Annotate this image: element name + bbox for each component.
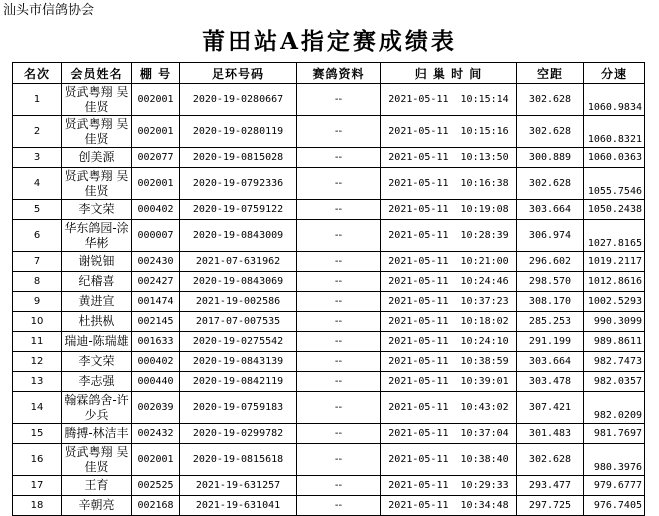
- pigeon-info-cell: --: [297, 352, 381, 372]
- rank-cell: 4: [13, 168, 62, 200]
- speed-cell: 1002.5293: [584, 292, 645, 312]
- pigeon-info-cell: --: [297, 148, 381, 168]
- column-header-ring-number: 足环号码: [180, 63, 297, 84]
- speed-cell: 982.7473: [584, 352, 645, 372]
- ring-number-cell: 2020-19-0792336: [180, 168, 297, 200]
- pigeon-info-cell: --: [297, 272, 381, 292]
- distance-cell: 293.477: [517, 476, 584, 496]
- table-row: [13, 352, 645, 372]
- rank-cell: 3: [13, 148, 62, 168]
- speed-cell: 1050.2438: [584, 200, 645, 220]
- loft-number-cell: 002168: [132, 496, 180, 516]
- member-name-cell: 腾搏-林洁丰: [62, 424, 132, 444]
- rank-cell: 5: [13, 200, 62, 220]
- results-table: [12, 62, 645, 516]
- loft-number-cell: 002001: [132, 168, 180, 200]
- distance-cell: 300.889: [517, 148, 584, 168]
- distance-cell: 285.253: [517, 312, 584, 332]
- ring-number-cell: 2020-19-0299782: [180, 424, 297, 444]
- member-name-cell: 华东鸽园-涂华彬: [62, 220, 132, 252]
- speed-cell: 982.0357: [584, 372, 645, 392]
- speed-cell: 989.8611: [584, 332, 645, 352]
- member-name-cell: 贤武粤翔 吴佳贤: [62, 444, 132, 476]
- column-header-loft-number: 棚 号: [132, 63, 180, 84]
- table-row: [13, 424, 645, 444]
- column-header-speed: 分速: [584, 63, 645, 84]
- member-name-cell: 谢锐钿: [62, 252, 132, 272]
- table-row: [13, 444, 645, 476]
- table-row: [13, 496, 645, 516]
- loft-number-cell: 002145: [132, 312, 180, 332]
- table-row: [13, 392, 645, 424]
- arrival-time-cell: 2021-05-11 10:43:02: [381, 392, 517, 424]
- rank-cell: 12: [13, 352, 62, 372]
- loft-number-cell: 002077: [132, 148, 180, 168]
- arrival-time-cell: 2021-05-11 10:34:48: [381, 496, 517, 516]
- speed-cell: 982.0209: [584, 392, 645, 424]
- rank-cell: 16: [13, 444, 62, 476]
- arrival-time-cell: 2021-05-11 10:18:02: [381, 312, 517, 332]
- rank-cell: 15: [13, 424, 62, 444]
- ring-number-cell: 2020-19-0815618: [180, 444, 297, 476]
- ring-number-cell: 2020-19-0280667: [180, 84, 297, 116]
- table-row: [13, 312, 645, 332]
- loft-number-cell: 001633: [132, 332, 180, 352]
- table-row: [13, 332, 645, 352]
- column-header-distance: 空距: [517, 63, 584, 84]
- table-header-row: [13, 63, 645, 84]
- member-name-cell: 李文荣: [62, 352, 132, 372]
- ring-number-cell: 2021-07-631962: [180, 252, 297, 272]
- speed-cell: 981.7697: [584, 424, 645, 444]
- pigeon-info-cell: --: [297, 476, 381, 496]
- loft-number-cell: 002001: [132, 444, 180, 476]
- member-name-cell: 王育: [62, 476, 132, 496]
- ring-number-cell: 2020-19-0759183: [180, 392, 297, 424]
- pigeon-info-cell: --: [297, 252, 381, 272]
- arrival-time-cell: 2021-05-11 10:24:10: [381, 332, 517, 352]
- distance-cell: 291.199: [517, 332, 584, 352]
- loft-number-cell: 000007: [132, 220, 180, 252]
- table-row: [13, 220, 645, 252]
- table-row: [13, 476, 645, 496]
- pigeon-info-cell: --: [297, 220, 381, 252]
- speed-cell: 1055.7546: [584, 168, 645, 200]
- distance-cell: 303.664: [517, 352, 584, 372]
- loft-number-cell: 000440: [132, 372, 180, 392]
- loft-number-cell: 000402: [132, 200, 180, 220]
- ring-number-cell: 2021-19-002586: [180, 292, 297, 312]
- column-header-pigeon-info: 赛鸽资料: [297, 63, 381, 84]
- table-row: [13, 292, 645, 312]
- arrival-time-cell: 2021-05-11 10:21:00: [381, 252, 517, 272]
- table-row: [13, 252, 645, 272]
- arrival-time-cell: 2021-05-11 10:38:40: [381, 444, 517, 476]
- rank-cell: 11: [13, 332, 62, 352]
- pigeon-info-cell: --: [297, 312, 381, 332]
- member-name-cell: 贤武粤翔 吴佳贤: [62, 116, 132, 148]
- member-name-cell: 李志强: [62, 372, 132, 392]
- distance-cell: 302.628: [517, 116, 584, 148]
- rank-cell: 9: [13, 292, 62, 312]
- table-row: [13, 84, 645, 116]
- member-name-cell: 李文荣: [62, 200, 132, 220]
- ring-number-cell: 2020-19-0275542: [180, 332, 297, 352]
- speed-cell: 976.7405: [584, 496, 645, 516]
- arrival-time-cell: 2021-05-11 10:16:38: [381, 168, 517, 200]
- ring-number-cell: 2020-19-0843069: [180, 272, 297, 292]
- ring-number-cell: 2020-19-0280119: [180, 116, 297, 148]
- table-row: [13, 168, 645, 200]
- arrival-time-cell: 2021-05-11 10:38:59: [381, 352, 517, 372]
- loft-number-cell: 000402: [132, 352, 180, 372]
- rank-cell: 10: [13, 312, 62, 332]
- speed-cell: 1060.9834: [584, 84, 645, 116]
- column-header-rank: 名次: [13, 63, 62, 84]
- table-body: [13, 84, 645, 516]
- arrival-time-cell: 2021-05-11 10:28:39: [381, 220, 517, 252]
- member-name-cell: 纪稽喜: [62, 272, 132, 292]
- table-row: [13, 200, 645, 220]
- distance-cell: 297.725: [517, 496, 584, 516]
- table-row: [13, 372, 645, 392]
- ring-number-cell: 2021-19-631257: [180, 476, 297, 496]
- rank-cell: 1: [13, 84, 62, 116]
- rank-cell: 18: [13, 496, 62, 516]
- pigeon-info-cell: --: [297, 392, 381, 424]
- ring-number-cell: 2020-19-0842119: [180, 372, 297, 392]
- arrival-time-cell: 2021-05-11 10:37:23: [381, 292, 517, 312]
- loft-number-cell: 002427: [132, 272, 180, 292]
- distance-cell: 301.483: [517, 424, 584, 444]
- loft-number-cell: 002525: [132, 476, 180, 496]
- rank-cell: 2: [13, 116, 62, 148]
- ring-number-cell: 2017-07-007535: [180, 312, 297, 332]
- member-name-cell: 瑞迪-陈瑞雄: [62, 332, 132, 352]
- member-name-cell: 翰霖鸽舍-许少兵: [62, 392, 132, 424]
- distance-cell: 302.628: [517, 444, 584, 476]
- speed-cell: 1060.0363: [584, 148, 645, 168]
- pigeon-info-cell: --: [297, 116, 381, 148]
- pigeon-info-cell: --: [297, 444, 381, 476]
- loft-number-cell: 002039: [132, 392, 180, 424]
- member-name-cell: 辛朝亮: [62, 496, 132, 516]
- arrival-time-cell: 2021-05-11 10:15:16: [381, 116, 517, 148]
- arrival-time-cell: 2021-05-11 10:13:50: [381, 148, 517, 168]
- member-name-cell: 贤武粤翔 吴佳贤: [62, 84, 132, 116]
- rank-cell: 17: [13, 476, 62, 496]
- organization-name: 汕头市信鸽协会: [3, 3, 95, 18]
- arrival-time-cell: 2021-05-11 10:37:04: [381, 424, 517, 444]
- speed-cell: 980.3976: [584, 444, 645, 476]
- speed-cell: 1012.8616: [584, 272, 645, 292]
- pigeon-info-cell: --: [297, 168, 381, 200]
- ring-number-cell: 2021-19-631041: [180, 496, 297, 516]
- loft-number-cell: 001474: [132, 292, 180, 312]
- rank-cell: 8: [13, 272, 62, 292]
- ring-number-cell: 2020-19-0815028: [180, 148, 297, 168]
- distance-cell: 306.974: [517, 220, 584, 252]
- member-name-cell: 黄进宣: [62, 292, 132, 312]
- loft-number-cell: 002001: [132, 84, 180, 116]
- pigeon-info-cell: --: [297, 84, 381, 116]
- pigeon-info-cell: --: [297, 292, 381, 312]
- distance-cell: 302.628: [517, 168, 584, 200]
- column-header-arrival-time: 归 巢 时 间: [381, 63, 517, 84]
- pigeon-info-cell: --: [297, 332, 381, 352]
- rank-cell: 13: [13, 372, 62, 392]
- distance-cell: 308.170: [517, 292, 584, 312]
- ring-number-cell: 2020-19-0843139: [180, 352, 297, 372]
- arrival-time-cell: 2021-05-11 10:29:33: [381, 476, 517, 496]
- ring-number-cell: 2020-19-0843009: [180, 220, 297, 252]
- distance-cell: 307.421: [517, 392, 584, 424]
- speed-cell: 1027.8165: [584, 220, 645, 252]
- table-row: [13, 116, 645, 148]
- pigeon-info-cell: --: [297, 424, 381, 444]
- distance-cell: 298.570: [517, 272, 584, 292]
- member-name-cell: 杜拱枞: [62, 312, 132, 332]
- pigeon-info-cell: --: [297, 200, 381, 220]
- pigeon-info-cell: --: [297, 496, 381, 516]
- rank-cell: 6: [13, 220, 62, 252]
- speed-cell: 990.3099: [584, 312, 645, 332]
- rank-cell: 7: [13, 252, 62, 272]
- arrival-time-cell: 2021-05-11 10:15:14: [381, 84, 517, 116]
- member-name-cell: 贤武粤翔 吴佳贤: [62, 168, 132, 200]
- table-row: [13, 148, 645, 168]
- ring-number-cell: 2020-19-0759122: [180, 200, 297, 220]
- distance-cell: 302.628: [517, 84, 584, 116]
- distance-cell: 296.602: [517, 252, 584, 272]
- member-name-cell: 创美源: [62, 148, 132, 168]
- arrival-time-cell: 2021-05-11 10:24:46: [381, 272, 517, 292]
- distance-cell: 303.664: [517, 200, 584, 220]
- speed-cell: 1060.8321: [584, 116, 645, 148]
- table-row: [13, 272, 645, 292]
- arrival-time-cell: 2021-05-11 10:19:08: [381, 200, 517, 220]
- speed-cell: 1019.2117: [584, 252, 645, 272]
- rank-cell: 14: [13, 392, 62, 424]
- speed-cell: 979.6777: [584, 476, 645, 496]
- loft-number-cell: 002432: [132, 424, 180, 444]
- distance-cell: 303.478: [517, 372, 584, 392]
- pigeon-info-cell: --: [297, 372, 381, 392]
- arrival-time-cell: 2021-05-11 10:39:01: [381, 372, 517, 392]
- loft-number-cell: 002001: [132, 116, 180, 148]
- page-title: 莆田站A指定赛成绩表: [202, 28, 457, 55]
- loft-number-cell: 002430: [132, 252, 180, 272]
- column-header-member-name: 会员姓名: [62, 63, 132, 84]
